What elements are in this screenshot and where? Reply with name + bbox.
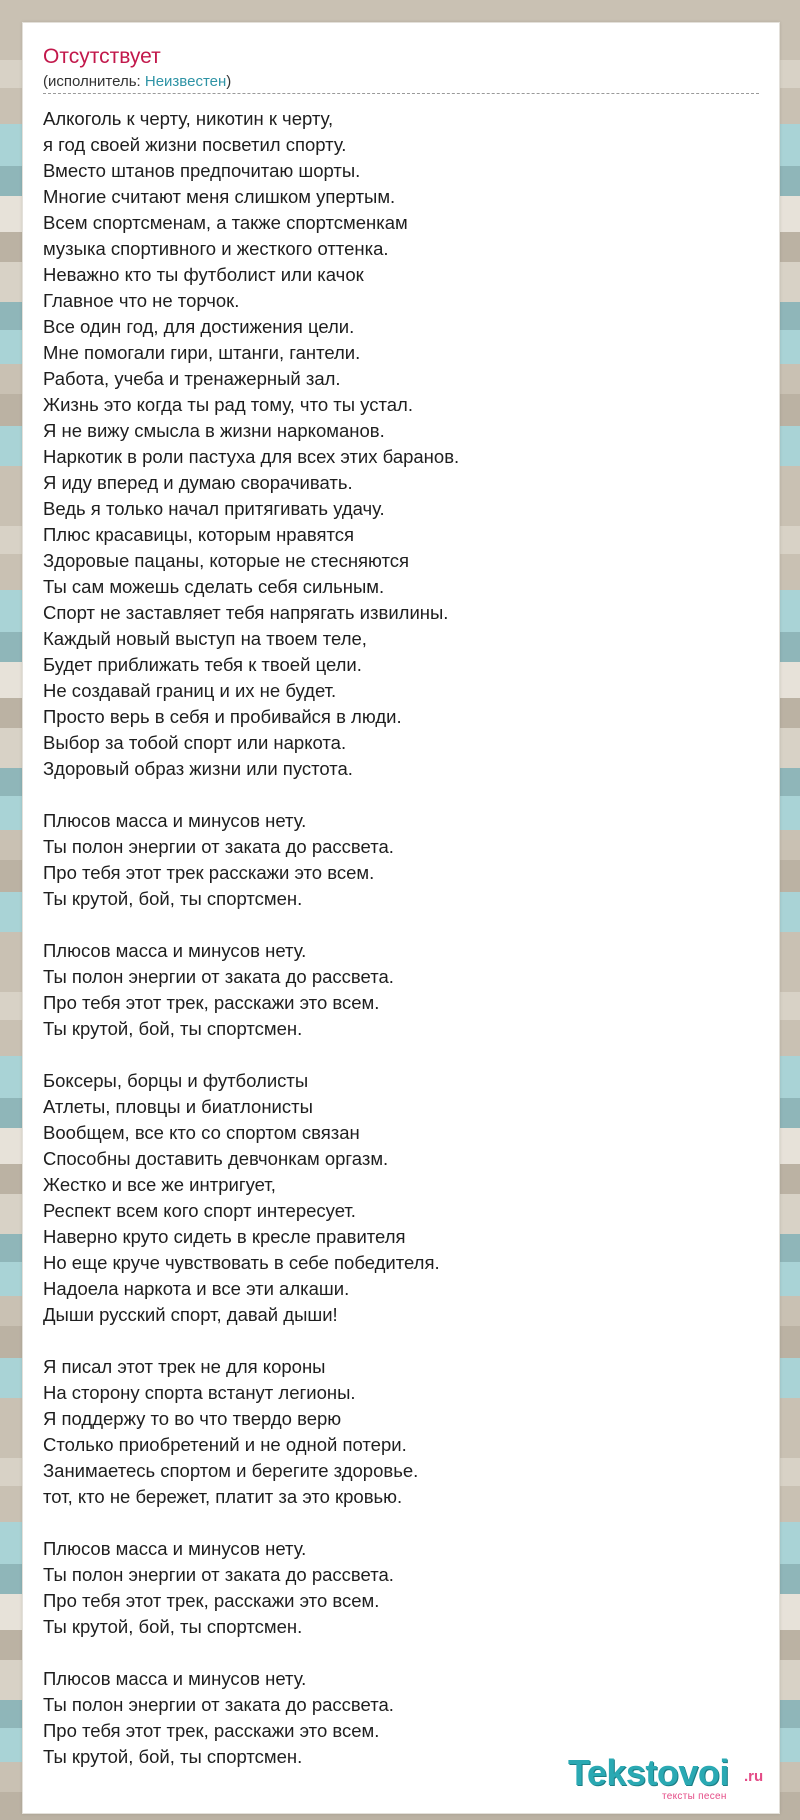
lyric-line: Плюсов масса и минусов нету. [43, 1538, 307, 1559]
lyric-line: Респект всем кого спорт интересует. [43, 1200, 356, 1221]
lyric-line: Спорт не заставляет тебя напрягать извилины. [43, 602, 449, 623]
lyric-line: Все один год, для достижения цели. [43, 316, 355, 337]
lyric-line: Просто верь в себя и пробивайся в люди. [43, 706, 402, 727]
lyric-line: Ты полон энергии от заката до рассвета. [43, 1694, 394, 1715]
lyric-line: Про тебя этот трек, расскажи это всем. [43, 992, 380, 1013]
lyric-line: Жизнь это когда ты рад тому, что ты устал. [43, 394, 413, 415]
lyric-line: Будет приближать тебя к твоей цели. [43, 654, 362, 675]
lyric-line: Ты крутой, бой, ты спортсмен. [43, 1746, 303, 1767]
lyric-line: Вместо штанов предпочитаю шорты. [43, 160, 361, 181]
lyric-line: Боксеры, борцы и футболисты [43, 1070, 309, 1091]
stanza-gap [43, 1510, 759, 1536]
lyric-line: Плюсов масса и минусов нету. [43, 1668, 307, 1689]
lyric-line: Жестко и все же интригует, [43, 1174, 276, 1195]
lyric-line: Столько приобретений и не одной потери. [43, 1434, 407, 1455]
lyric-line: Не создавай границ и их не будет. [43, 680, 337, 701]
stanza-gap [43, 1640, 759, 1666]
song-title: Отсутствует [43, 45, 161, 68]
lyric-line: Про тебя этот трек, расскажи это всем. [43, 1590, 380, 1611]
lyric-line: Плюсов масса и минусов нету. [43, 940, 307, 961]
logo-domain: .ru [744, 1768, 764, 1785]
stanza-gap [43, 1042, 759, 1068]
lyric-line: Плюсов масса и минусов нету. [43, 810, 307, 831]
lyrics-card [22, 22, 780, 1814]
lyric-line: Здоровые пацаны, которые не стесняются [43, 550, 410, 571]
lyric-line: Ты крутой, бой, ты спортсмен. [43, 1018, 303, 1039]
lyric-line: Про тебя этот трек, расскажи это всем. [43, 1720, 380, 1741]
site-logo[interactable] [568, 1753, 768, 1805]
lyric-line: Выбор за тобой спорт или наркота. [43, 732, 347, 753]
lyric-line: Ты полон энергии от заката до рассвета. [43, 966, 394, 987]
lyric-line: Я поддержу то во что твердо верю [43, 1408, 342, 1429]
lyric-line: На сторону спорта встанут легионы. [43, 1382, 356, 1403]
header-divider [43, 93, 759, 94]
lyric-line: тот, кто не бережет, платит за это кровью. [43, 1486, 403, 1507]
lyrics-text [43, 106, 759, 1770]
lyric-line: Надоела наркота и все эти алкаши. [43, 1278, 350, 1299]
lyric-line: Главное что не торчок. [43, 290, 240, 311]
lyric-line: Атлеты, пловцы и биатлонисты [43, 1096, 313, 1117]
lyric-line: Работа, учеба и тренажерный зал. [43, 368, 341, 389]
lyric-line: Вообщем, все кто со спортом связан [43, 1122, 360, 1143]
lyric-line: Всем спортсменам, а также спортсменкам [43, 212, 408, 233]
lyric-line: Ты полон энергии от заката до рассвета. [43, 1564, 394, 1585]
artist-suffix: ) [226, 73, 232, 90]
lyric-line: Я иду вперед и думаю сворачивать. [43, 472, 353, 493]
lyric-line: Я не вижу смысла в жизни наркоманов. [43, 420, 385, 441]
lyric-line: Про тебя этот трек расскажи это всем. [43, 862, 375, 883]
stanza-gap [43, 1328, 759, 1354]
artist-link[interactable]: Неизвестен [144, 73, 227, 90]
lyric-line: я год своей жизни посветил спорту. [43, 134, 347, 155]
stanza-gap [43, 912, 759, 938]
lyric-line: Но еще круче чувствовать в себе победителя. [43, 1252, 440, 1273]
lyric-line: Здоровый образ жизни или пустота. [43, 758, 353, 779]
lyric-line: Ты полон энергии от заката до рассвета. [43, 836, 394, 857]
artist-prefix: (исполнитель: [43, 73, 145, 90]
lyric-line: музыка спортивного и жесткого оттенка. [43, 238, 389, 259]
lyric-line: Занимаетесь спортом и берегите здоровье. [43, 1460, 419, 1481]
lyric-line: Ведь я только начал притягивать удачу. [43, 498, 385, 519]
logo-wordmark: Tekstovoi [568, 1752, 729, 1793]
lyric-line: Неважно кто ты футболист или качок [43, 264, 364, 285]
lyric-line: Наркотик в роли пастуха для всех этих баранов. [43, 446, 460, 467]
artist-line [43, 73, 231, 91]
logo-tagline: тексты песен [662, 1791, 727, 1802]
lyric-line: Плюс красавицы, которым нравятся [43, 524, 355, 545]
lyric-line: Я писал этот трек не для короны [43, 1356, 326, 1377]
lyric-line: Ты крутой, бой, ты спортсмен. [43, 888, 303, 909]
lyric-line: Ты сам можешь сделать себя сильным. [43, 576, 385, 597]
lyric-line: Каждый новый выступ на твоем теле, [43, 628, 367, 649]
lyric-line: Многие считают меня слишком упертым. [43, 186, 396, 207]
stanza-gap [43, 782, 759, 808]
lyric-line: Дыши русский спорт, давай дыши! [43, 1304, 338, 1325]
lyric-line: Алкоголь к черту, никотин к черту, [43, 108, 334, 129]
lyric-line: Мне помогали гири, штанги, гантели. [43, 342, 361, 363]
lyric-line: Способны доставить девчонкам оргазм. [43, 1148, 389, 1169]
lyric-line: Наверно круто сидеть в кресле правителя [43, 1226, 406, 1247]
lyric-line: Ты крутой, бой, ты спортсмен. [43, 1616, 303, 1637]
